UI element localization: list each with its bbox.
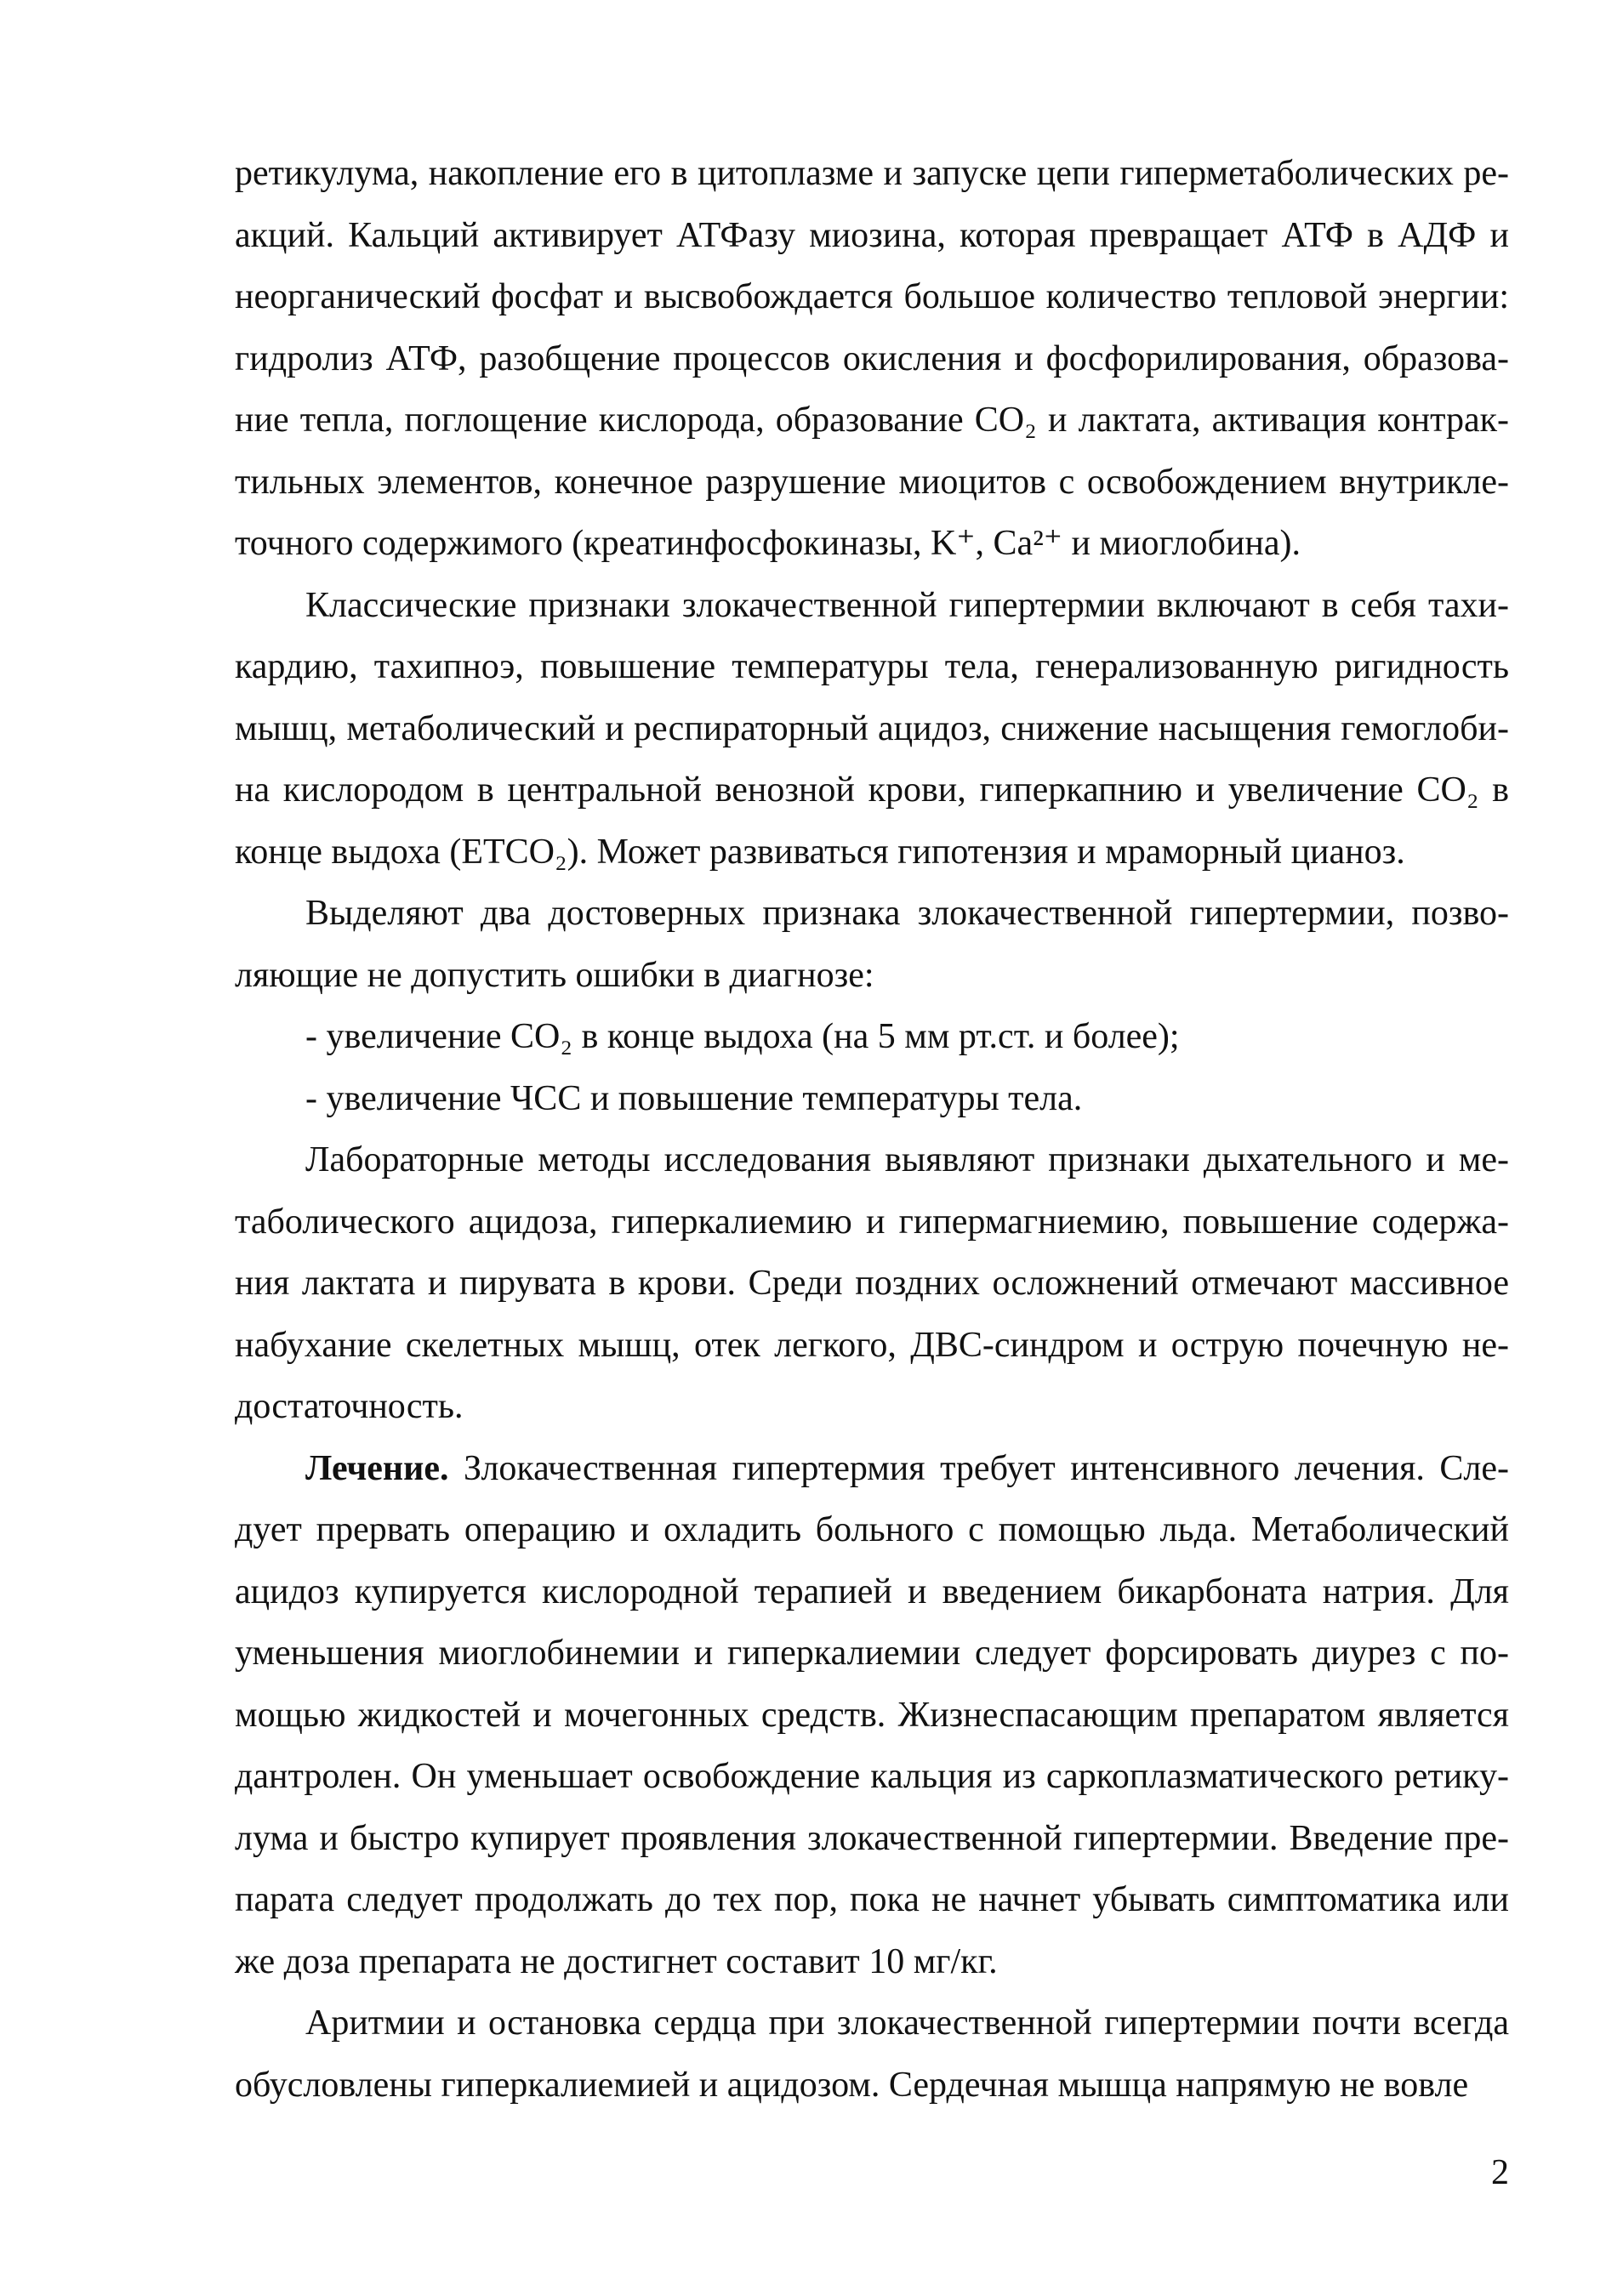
treatment-heading: Лечение. xyxy=(305,1448,449,1488)
paragraph-1: ретикулума, накопление его в цитоплазме и запуске цепи гиперметаболических реакций. Кальций активирует АТФазу миозина, которая превращает АТФ в АДФ и неорганический фосфат и высвобождается большое количество тепловой энергии: гидролиз АТФ, разобщение процессов окисления и фосфорилирования, образование тепла, поглощение кислорода, образование CO₂ и лактата, активация контрактильных элементов, конечное разрушение миоцитов с освобождением внутриклеточного содержимого (креатинфосфокиназы, K⁺, Ca²⁺ и миоглобина). xyxy=(235,154,1509,563)
list-item-2: - увеличение ЧСС и повышение температуры тела. xyxy=(305,1078,1083,1118)
treatment-text: Злокачественная гипертермия требует интенсивного лечения. Следует прервать операцию и охладить больного с помощью льда. Метаболический ацидоз купируется кислородной терапией и введением бикарбоната натрия. Для уменьшения миоглобинемии и гиперкалиемии следует форсировать диурез с помощью жидкостей и мочегонных средств. Жизнеспасающим препаратом является дантролен. Он уменьшает освобождение кальция из саркоплазматического ретикулума и быстро купирует проявления злокачественной гипертермии. Введение препарата следует продолжать до тех пор, пока не начнет убывать симптоматика или же доза препарата не достигнет составит 10 мг/кг. xyxy=(235,1448,1509,1981)
list-item-1: - увеличение CO₂ в конце выдоха (на 5 мм рт.ст. и более); xyxy=(305,1017,1180,1056)
paragraph-treatment xyxy=(235,1438,1509,1993)
paragraph-2: Классические признаки злокачественной гипертермии включают в себя тахикардию, тахипноэ, повышение температуры тела, генерализованную ригидность мышц, метаболический и респираторный ацидоз, снижение насыщения гемоглобина кислородом в центральной венозной крови, гиперкапнию и увеличение CO₂ в конце выдоха (ETCO₂). Может развиваться гипотензия и мраморный цианоз. xyxy=(235,585,1509,872)
document-page xyxy=(235,143,1509,2116)
paragraph-arrhythmia: Аритмии и остановка сердца при злокачественной гипертермии почти всегда обусловлены гиперкалиемией и ацидозом. Сердечная мышца напрямую не вовле xyxy=(235,2003,1509,2105)
page-number: 2 xyxy=(1491,2153,1509,2192)
paragraph-lab-methods: Лабораторные методы исследования выявляют признаки дыхательного и метаболического ацидоза, гиперкалиемию и гипермагниемию, повышение содержания лактата и пирувата в крови. Среди поздних осложнений отмечают массивное набухание скелетных мышц, отек легкого, ДВС-синдром и острую почечную недостаточность. xyxy=(235,1140,1509,1426)
paragraph-3: Выделяют два достоверных признака злокачественной гипертермии, позволяющие не допустить ошибки в диагнозе: xyxy=(235,894,1509,995)
